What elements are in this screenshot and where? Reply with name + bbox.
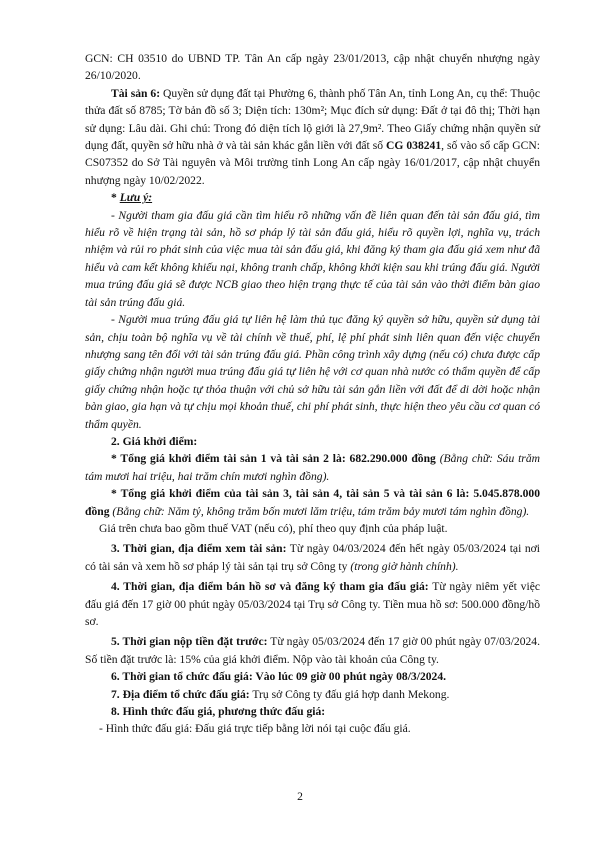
section-8-format: - Hình thức đấu giá: Đấu giá trực tiếp bằng lời nói tại cuộc đấu giá. <box>99 722 411 736</box>
section-3-hours: (trong giờ hành chính). <box>350 559 459 573</box>
asset-6-text-b: , số vào sổ cấp GCN: CS07352 do Sở Tài nguyên và Môi trường tỉnh Long An cấp ngày 16/01/2017, cập nhật chuyển nhượng ngày 10/02/2022. <box>85 139 540 187</box>
vat-note: Giá trên chưa bao gồm thuế VAT (nếu có), phí theo quy định của pháp luật. <box>99 521 448 535</box>
note-label: Lưu ý: <box>119 191 153 205</box>
section-7-text: Trụ sở Công ty đấu giá hợp danh Mekong. <box>249 687 450 701</box>
starting-price-1-2-amount: * Tổng giá khởi điểm tài sản 1 và tài sản 2 là: 682.290.000 đồng <box>111 452 436 466</box>
paragraph-gcn-continuation: GCN: CH 03510 do UBND TP. Tân An cấp ngày 23/01/2013, cập nhật chuyển nhượng ngày 26/10/2020. <box>85 52 540 83</box>
starting-price-3-6-words: (Bằng chữ: Năm tỷ, không trăm bốn mươi lăm triệu, tám trăm bảy mươi tám nghìn đồng). <box>109 504 530 518</box>
section-4-registration <box>85 578 540 630</box>
section-7-title: 7. Địa điểm tổ chức đấu giá: <box>111 687 250 701</box>
section-2-title: 2. Giá khởi điểm: <box>111 434 198 448</box>
section-6-auction-time: 6. Thời gian tổ chức đấu giá: Vào lúc 09 giờ 00 phút ngày 08/3/2024. <box>111 670 447 684</box>
section-8-title: 8. Hình thức đấu giá, phương thức đấu giá: <box>111 705 326 719</box>
asset-6-label: Tài sản 6: <box>111 86 161 100</box>
asset-6-certificate-number: CG 038241 <box>386 139 442 153</box>
starting-price-1-2-words: (Bằng chữ: Sáu trăm tám mươi hai triệu, hai trăm chín mươi nghìn đồng). <box>85 452 540 483</box>
document-body <box>85 50 540 738</box>
starting-price-3-6-amount: * Tổng giá khởi điểm của tài sản 3, tài sản 4, tài sản 5 và tài sản 6 là: 5.045.878.000 đồng <box>85 487 540 518</box>
section-3-title: 3. Thời gian, địa điểm xem tài sản: <box>111 542 287 556</box>
note-item-2: - Người mua trúng đấu giá tự liên hệ làm thủ tục đăng ký quyền sở hữu, quyền sử dụng tài sản, chịu toàn bộ nghĩa vụ về tài chính về thuế, phí, lệ phí phát sinh liên quan đến việc chuyển nhượng sang tên đổi với tài sản trúng đấu giá. Phần công trình xây dựng (nếu có) chưa được cấp giấy chứng nhận người mua trúng đấu giá tự liên hệ với cơ quan nhà nước có thẩm quyền để cấp giấy chứng nhận hoặc tự thỏa thuận với chủ sở hữu tài sản gắn liền với đất để di dời hoặc nhận bàn giao, gia hạn và tự chịu mọi khoản thuế, chi phí phát sinh, thực hiện theo yêu cầu cơ quan có thẩm quyền. <box>85 313 540 431</box>
paragraph-asset-6 <box>85 85 540 189</box>
starting-price-assets-1-2 <box>85 450 540 485</box>
section-7-location <box>85 686 540 703</box>
section-3-text: Từ ngày 04/03/2024 đến hết ngày 05/03/2024 tại nơi có tài sản và xem hồ sơ pháp lý tài sản tại trụ sở Công ty <box>85 542 540 573</box>
asset-6-text-a: Quyền sử dụng đất tại Phường 6, thành phố Tân An, tỉnh Long An, cụ thể: Thuộc thửa đất số 8785; Tờ bản đồ số 3; Diện tích: 130m²; Mục đích sử dụng: Đất ở tại đô thị; Thời hạn sử dụng: Lâu dài. Ghi chú: Trong đó diện tích lộ giới là 27,9m². Theo Giấy chứng nhận quyền sử dụng đất, quyền sở hữu nhà ở và tài sản khác gắn liền với đất số <box>85 86 540 153</box>
section-4-text: Từ ngày niêm yết việc đấu giá đến 17 giờ 00 phút ngày 05/03/2024 tại Trụ sở Công ty. Tiền mua hồ sơ: 500.000 đồng/hồ sơ. <box>85 580 540 628</box>
section-4-title: 4. Thời gian, địa điểm bán hồ sơ và đăng ký tham gia đấu giá: <box>111 580 429 594</box>
starting-price-assets-3-6 <box>85 485 540 520</box>
section-5-deposit <box>85 633 540 668</box>
section-3-viewing <box>85 540 540 575</box>
section-5-text: Từ ngày 05/03/2024 đến 17 giờ 00 phút ngày 07/03/2024. Số tiền đặt trước là: 15% của giá khởi điểm. Nộp vào tài khoản của Công ty. <box>85 635 541 666</box>
note-item-1: - Người tham gia đấu giá cần tìm hiểu rõ những vấn đề liên quan đến tài sản đấu giá, tìm hiểu rõ về hiện trạng tài sản, hồ sơ pháp lý tài sản đấu giá, hiểu rõ quyền lợi, nghĩa vụ, trách nhiệm và rủi ro phát sinh của việc mua tài sản đấu giá, khi đăng ký tham gia đấu giá xem như đã hiểu và cam kết không khiếu nại, không tranh chấp, không khởi kiện sau khi trúng đấu giá. Người mua trúng đấu giá sẽ được NCB giao theo hiện trạng thực tế của tài sản vào thời điểm bàn giao tài sản trúng đấu giá. <box>85 208 540 309</box>
note-heading <box>111 189 540 206</box>
section-5-title: 5. Thời gian nộp tiền đặt trước: <box>111 635 268 649</box>
note-star: * <box>111 191 120 205</box>
page-number: 2 <box>297 790 303 803</box>
